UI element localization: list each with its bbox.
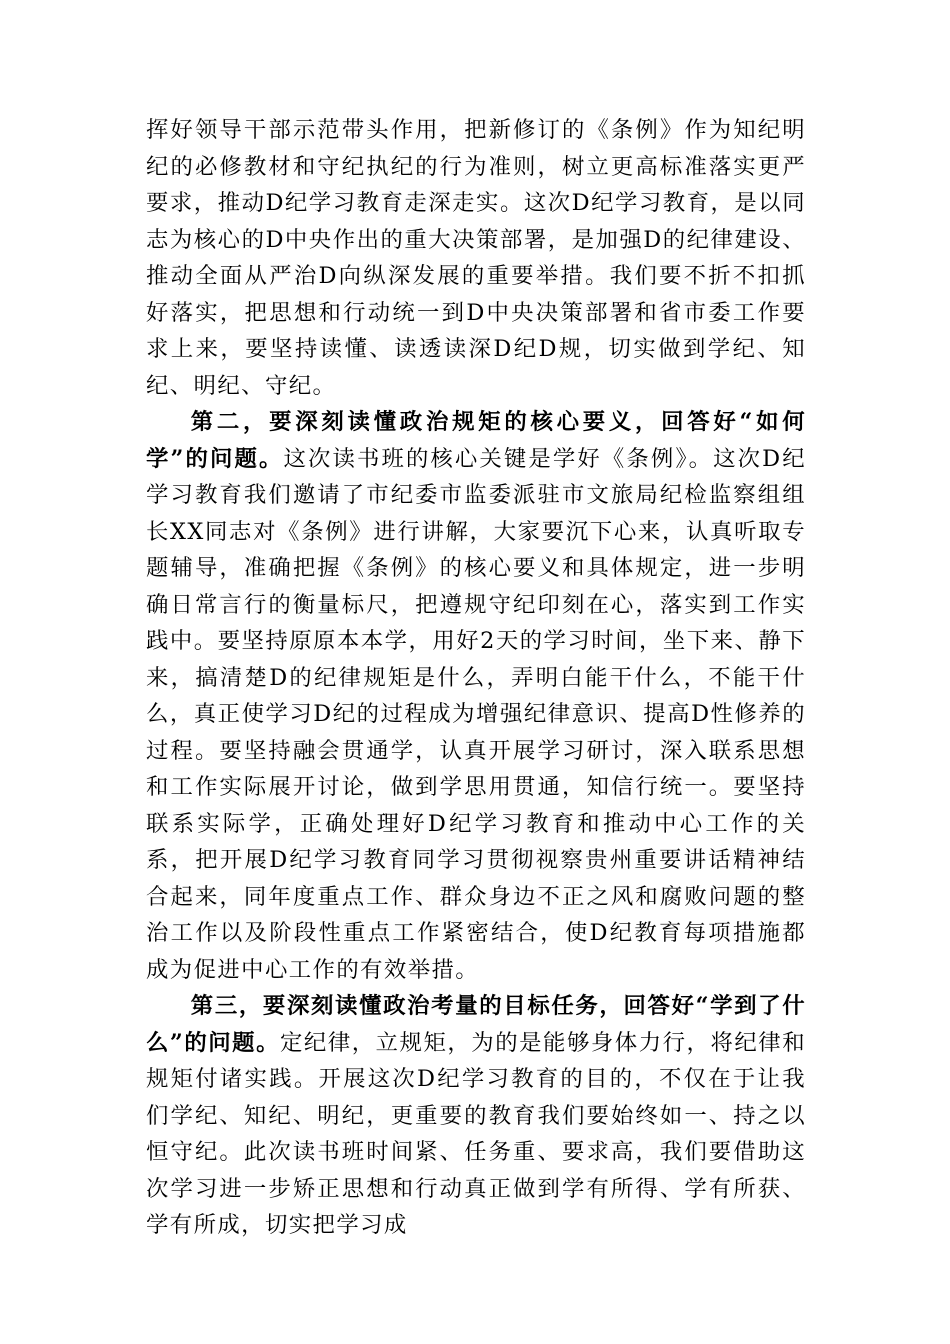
document-page — [146, 112, 806, 1244]
paragraph-section-three — [146, 988, 806, 1244]
paragraph-continuation — [146, 112, 806, 404]
paragraph-section-two — [146, 404, 806, 988]
section-three-heading: 第三，要深刻读懂政治考量的目标任务，回答好“学到了什么”的问题。 — [146, 993, 806, 1056]
paragraph-body: 定纪律，立规矩，为的是能够身体力行，将纪律和规矩付诸实践。开展这次D纪学习教育的目的，不仅在于让我们学纪、知纪、明纪，更重要的教育我们要始终如一、持之以恒守纪。此次读书班时间紧、任务重、要求高，我们要借助这次学习进一步矫正思想和行动真正做到学有所得、学有所获、学有所成，切实把学习成 — [146, 1029, 806, 1238]
paragraph-body: 这次读书班的核心关键是学好《条例》。这次D纪学习教育我们邀请了市纪委市监委派驻市文旅局纪检监察组组长XX同志对《条例》进行讲解，大家要沉下心来，认真听取专题辅导，准确把握《条例》的核心要义和具体规定，进一步明确日常言行的衡量标尺，把遵规守纪印刻在心，落实到工作实践中。要坚持原原本本学，用好2天的学习时间，坐下来、静下来，搞清楚D的纪律规矩是什么，弄明白能干什么，不能干什么，真正使学习D纪的过程成为增强纪律意识、提高D性修养的过程。要坚持融会贯通学，认真开展学习研讨，深入联系思想和工作实际展开讨论，做到学思用贯通，知信行统一。要坚持联系实际学，正确处理好D纪学习教育和推动中心工作的关系，把开展D纪学习教育同学习贯彻视察贵州重要讲话精神结合起来，同年度重点工作、群众身边不正之风和腐败问题的整治工作以及阶段性重点工作紧密结合，使D纪教育每项措施都成为促进中心工作的有效举措。 — [146, 445, 807, 983]
section-two-heading: 第二，要深刻读懂政治规矩的核心要义，回答好“如何学”的问题。 — [146, 409, 806, 472]
paragraph-body: 挥好领导干部示范带头作用，把新修订的《条例》作为知纪明纪的必修教材和守纪执纪的行为准则，树立更高标准落实更严要求，推动D纪学习教育走深走实。这次D纪学习教育，是以同志为核心的D中央作出的重大决策部署，是加强D的纪律建设、推动全面从严治D向纵深发展的重要举措。我们要不折不扣抓好落实，把思想和行动统一到D中央决策部署和省市委工作要求上来，要坚持读懂、读透读深D纪D规，切实做到学纪、知纪、明纪、守纪。 — [146, 117, 807, 399]
